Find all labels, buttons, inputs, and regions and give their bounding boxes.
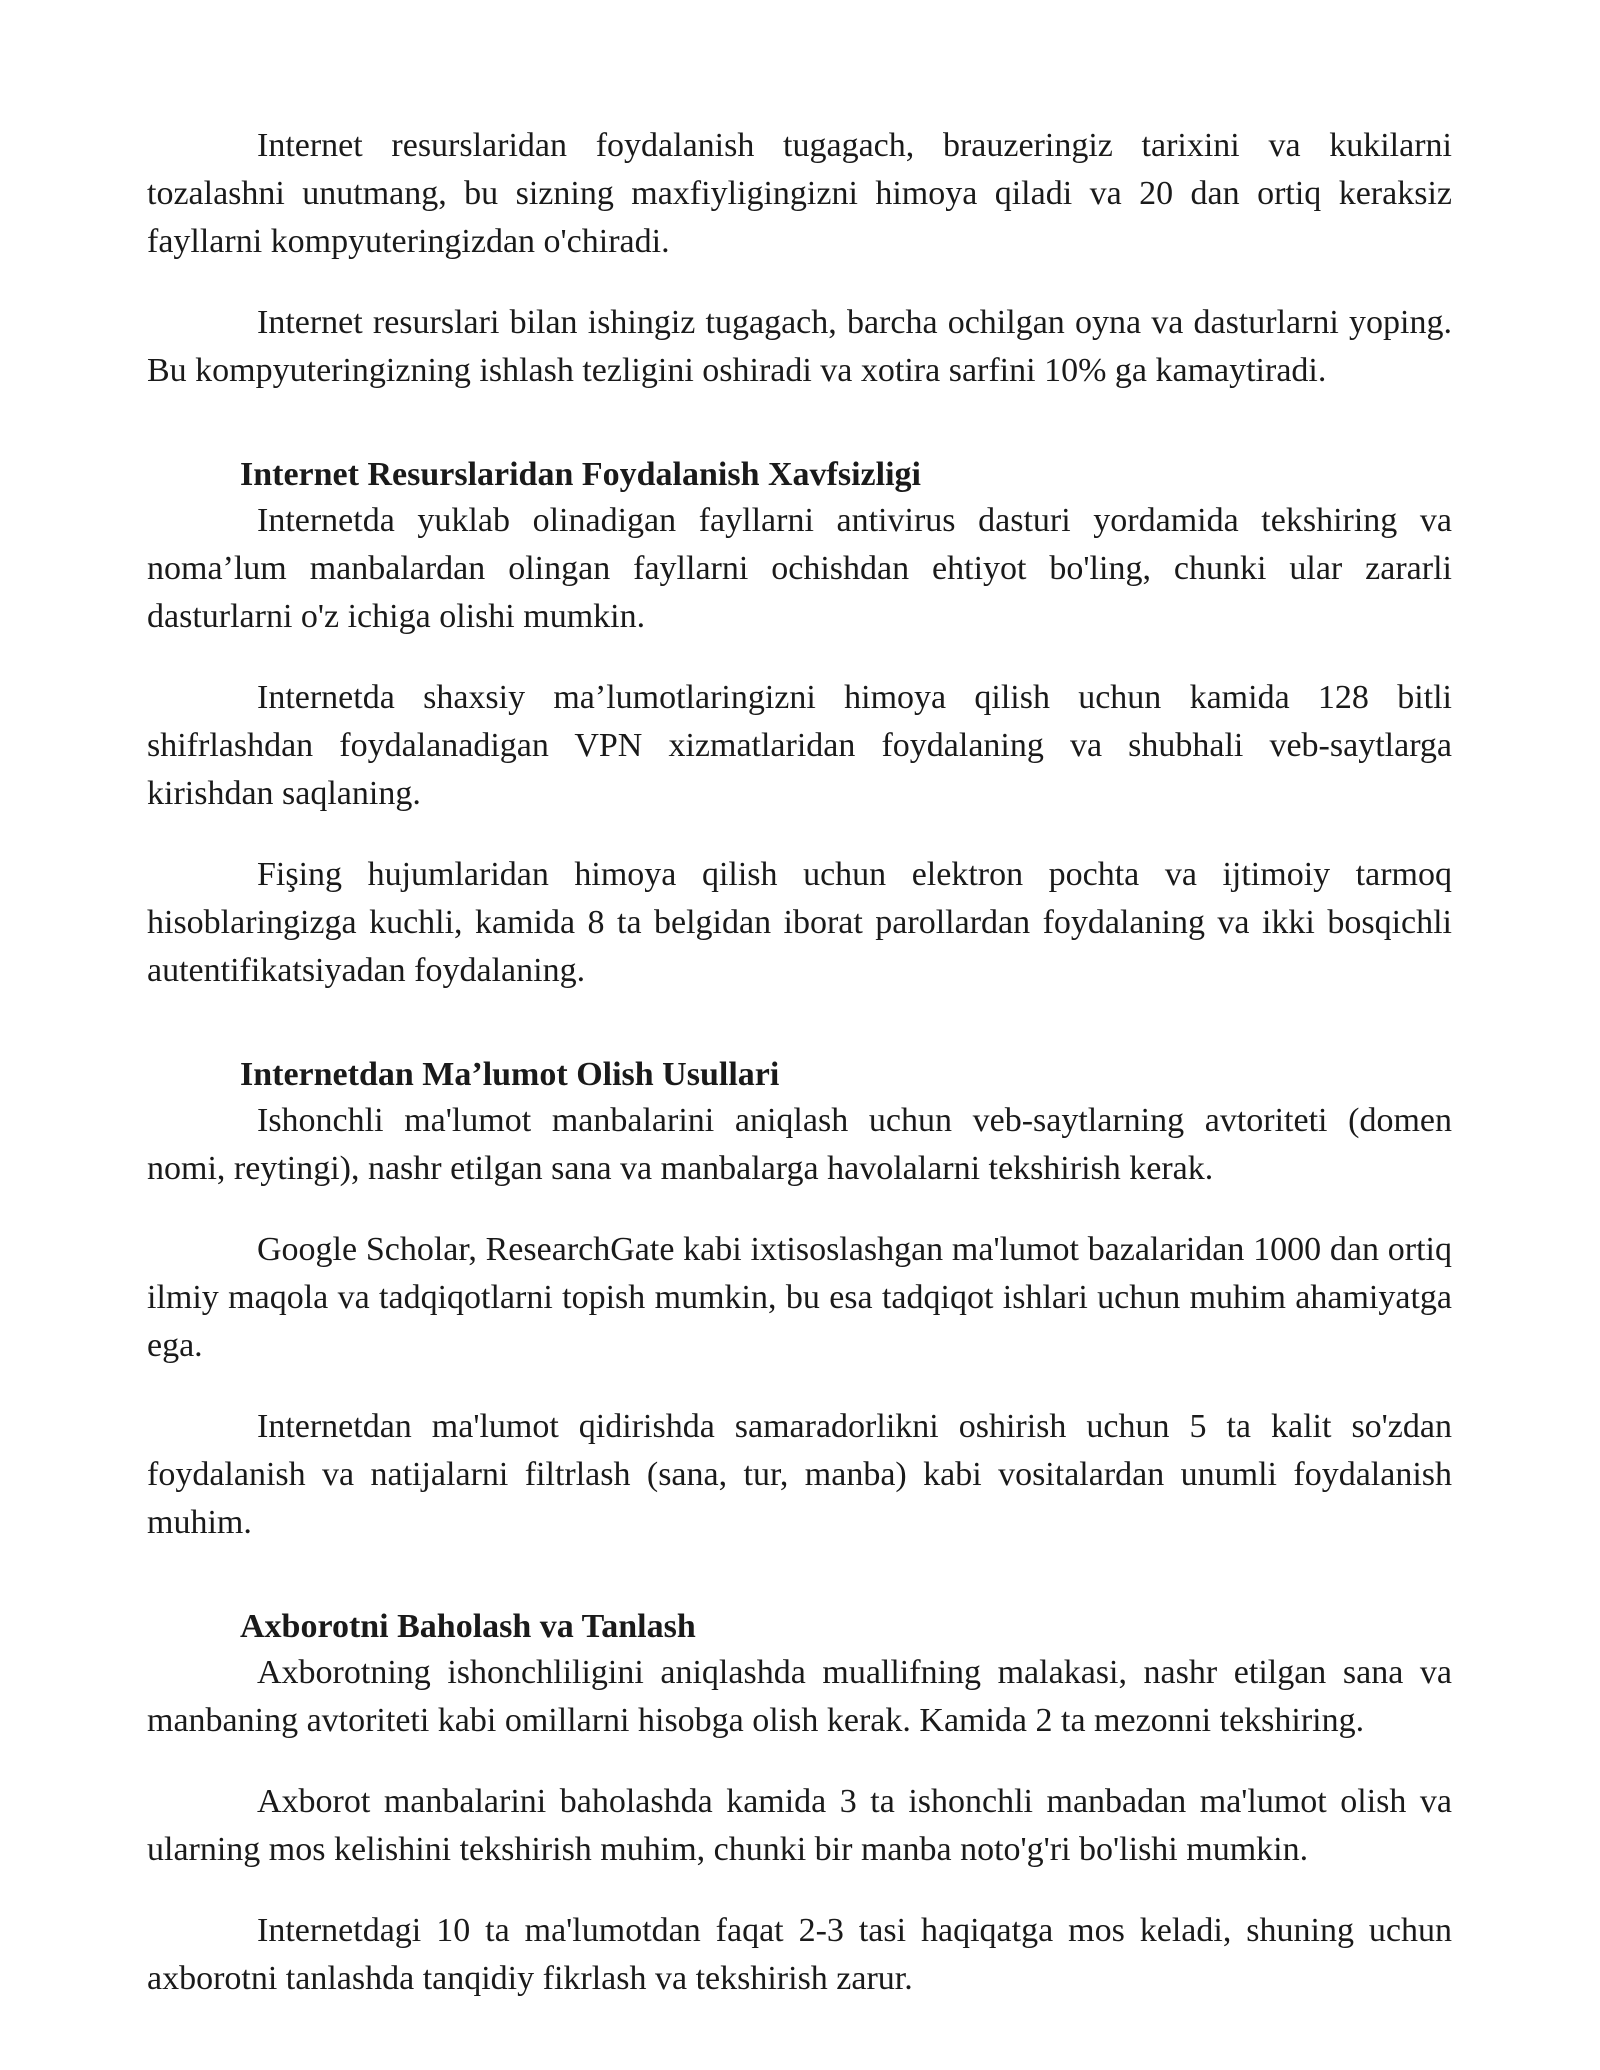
paragraph-vpn: Internetda shaxsiy ma’lumotlaringizni himoya qilish uchun kamida 128 bitli shifrlashdan foydalanadigan VPN xizmatlaridan foydalaning va shubhali veb-saytlarga kirishdan saqlaning. — [147, 679, 1452, 812]
paragraph-browser-cleanup: Internet resurslaridan foydalanish tugagach, brauzeringiz tarixini va kukilarni tozalashni unutmang, bu sizning maxfiyligingizni himoya qiladi va 20 dan ortiq keraksiz fayllarni kompyuteringizdan o'chiradi. — [147, 127, 1452, 260]
heading-evaluation: Axborotni Baholash va Tanlash — [240, 1608, 696, 1645]
paragraph-close-windows: Internet resurslari bilan ishingiz tugagach, barcha ochilgan oyna va dasturlarni yoping. Bu kompyuteringizning ishlash tezligini oshiradi va xotira sarfini 10% ga kamaytiradi. — [147, 304, 1452, 389]
heading-info-methods: Internetdan Ma’lumot Olish Usullari — [240, 1056, 780, 1093]
paragraph-critical-thinking: Internetdagi 10 ta ma'lumotdan faqat 2-3 tasi haqiqatga mos keladi, shuning uchun axborotni tanlashda tanqidiy fikrlash va tekshirish zarur. — [147, 1912, 1452, 1997]
paragraph-three-sources: Axborot manbalarini baholashda kamida 3 ta ishonchli manbadan ma'lumot olish va ularning mos kelishini tekshirish muhim, chunki bir manba noto'g'ri bo'lishi mumkin. — [147, 1783, 1452, 1868]
paragraph-reliable-sources: Ishonchli ma'lumot manbalarini aniqlash uchun veb-saytlarning avtoriteti (domen nomi, reytingi), nashr etilgan sana va manbalarga havolalarni tekshirish kerak. — [147, 1102, 1452, 1187]
heading-internet-security: Internet Resurslaridan Foydalanish Xavfsizligi — [240, 456, 921, 493]
paragraph-antivirus: Internetda yuklab olinadigan fayllarni antivirus dasturi yordamida tekshiring va noma’lum manbalardan olingan fayllarni ochishdan ehtiyot bo'ling, chunki ular zararli dasturlarni o'z ichiga olishi mumkin. — [147, 502, 1452, 635]
paragraph-keywords: Internetdan ma'lumot qidirishda samaradorlikni oshirish uchun 5 ta kalit so'zdan foydalanish va natijalarni filtrlash (sana, tur, manba) kabi vositalardan unumli foydalanish muhim. — [147, 1408, 1452, 1541]
paragraph-phishing: Fişing hujumlaridan himoya qilish uchun elektron pochta va ijtimoiy tarmoq hisoblaringizga kuchli, kamida 8 ta belgidan iborat parollardan foydalaning va ikki bosqichli autentifikatsiyadan foydalaning. — [147, 856, 1452, 989]
document-page — [147, 122, 1452, 2036]
paragraph-credibility: Axborotning ishonchliligini aniqlashda muallifning malakasi, nashr etilgan sana va manbaning avtoriteti kabi omillarni hisobga olish kerak. Kamida 2 ta mezonni tekshiring. — [147, 1654, 1452, 1739]
paragraph-scholar: Google Scholar, ResearchGate kabi ixtisoslashgan ma'lumot bazalaridan 1000 dan ortiq ilmiy maqola va tadqiqotlarni topish mumkin, bu esa tadqiqot ishlari uchun muhim ahamiyatga ega. — [147, 1231, 1452, 1364]
